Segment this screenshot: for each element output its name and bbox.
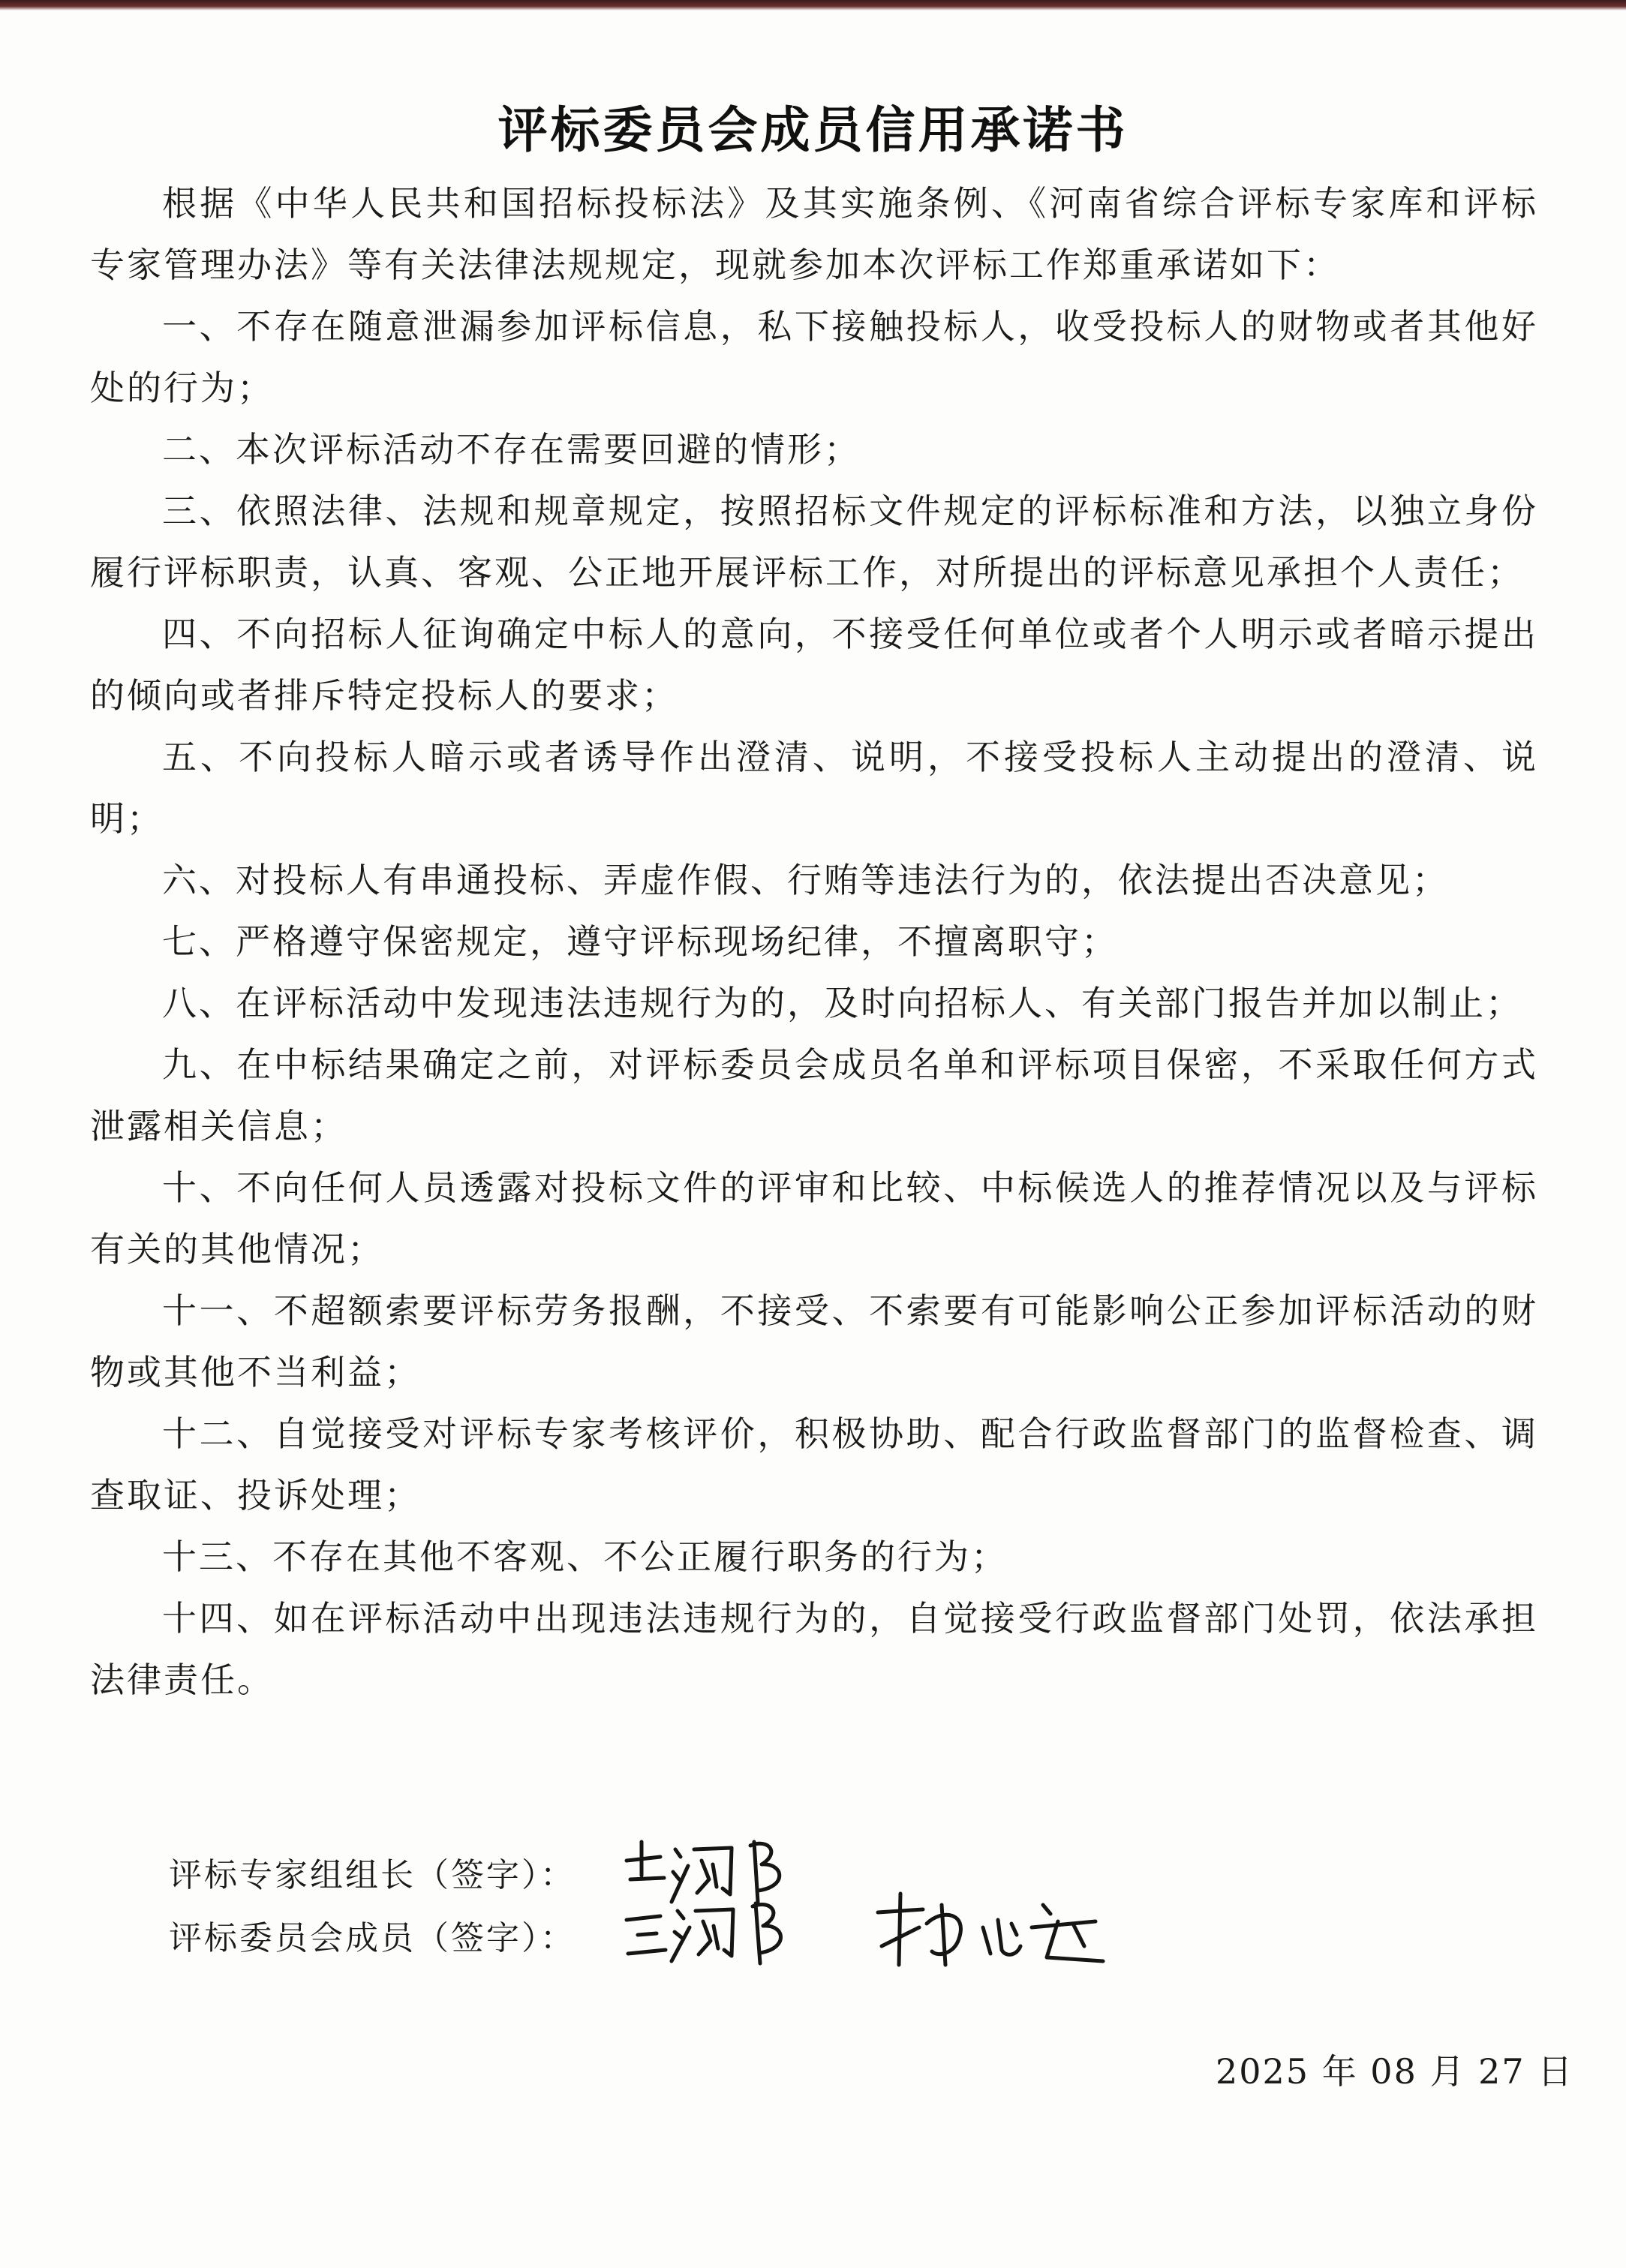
- commitment-item: 十三、不存在其他不客观、不公正履行职务的行为；: [162, 1537, 1008, 1577]
- members-signature-label: 评标委员会成员（签字）：: [169, 1918, 576, 1957]
- leader-signature-row: [169, 1842, 576, 1905]
- commitment-item: 八、在评标活动中发现违法违规行为的，及时向招标人、有关部门报告并加以制止；: [162, 983, 1522, 1023]
- intro-paragraph: 根据《中华人民共和国招标投标法》及其实施条例、《河南省综合评标专家库和评标专家管理办法》等有关法律法规规定，现就参加本次评标工作郑重承诺如下：: [90, 183, 1538, 285]
- commitment-item: 十四、如在评标活动中出现违法违规行为的，自觉接受行政监督部门处罚，依法承担法律责任。: [90, 1598, 1538, 1700]
- commitment-item: 一、不存在随意泄漏参加评标信息，私下接触投标人，收受投标人的财物或者其他好处的行为；: [90, 306, 1538, 408]
- commitment-item: 十二、自觉接受对评标专家考核评价，积极协助、配合行政监督部门的监督检查、调查取证、投诉处理；: [90, 1413, 1538, 1516]
- commitment-item: 九、在中标结果确定之前，对评标委员会成员名单和评标项目保密，不采取任何方式泄露相关信息；: [90, 1044, 1538, 1146]
- commitment-item: 六、对投标人有串通投标、弄虚作假、行贿等违法行为的，依法提出否决意见；: [162, 860, 1449, 900]
- document-title: 评标委员会成员信用承诺书: [497, 101, 1129, 159]
- member-signature-2: [870, 1882, 1118, 1972]
- commitment-item: 十、不向任何人员透露对投标文件的评审和比较、中标候选人的推荐情况以及与评标有关的其他情况；: [90, 1167, 1538, 1269]
- commitment-item: 五、不向投标人暗示或者诱导作出澄清、说明，不接受投标人主动提出的澄清、说明；: [90, 737, 1538, 839]
- leader-signature-label: 评标专家组组长（签字）：: [169, 1855, 576, 1894]
- signature-block: [169, 1842, 576, 1968]
- scan-top-edge: [0, 0, 1626, 11]
- commitment-item: 二、本次评标活动不存在需要回避的情形；: [162, 429, 861, 470]
- commitment-item: 十一、不超额索要评标劳务报酬，不接受、不索要有可能影响公正参加评标活动的财物或其他不当利益；: [90, 1290, 1538, 1392]
- document-date: 2025 年 08 月 27 日: [1216, 2051, 1574, 2092]
- member-signature-1: [619, 1882, 814, 1972]
- document-body: [90, 173, 1538, 1711]
- commitment-item: 七、严格遵守保密规定，遵守评标现场纪律，不擅离职守；: [162, 921, 1118, 962]
- commitment-item: 四、不向招标人征询确定中标人的意向，不接受任何单位或者个人明示或者暗示提出的倾向或者排斥特定投标人的要求；: [90, 614, 1538, 716]
- commitment-item: 三、依照法律、法规和规章规定，按照招标文件规定的评标标准和方法，以独立身份履行评标职责，认真、客观、公正地开展评标工作，对所提出的评标意见承担个人责任；: [90, 491, 1538, 593]
- members-signature-row: [169, 1905, 576, 1968]
